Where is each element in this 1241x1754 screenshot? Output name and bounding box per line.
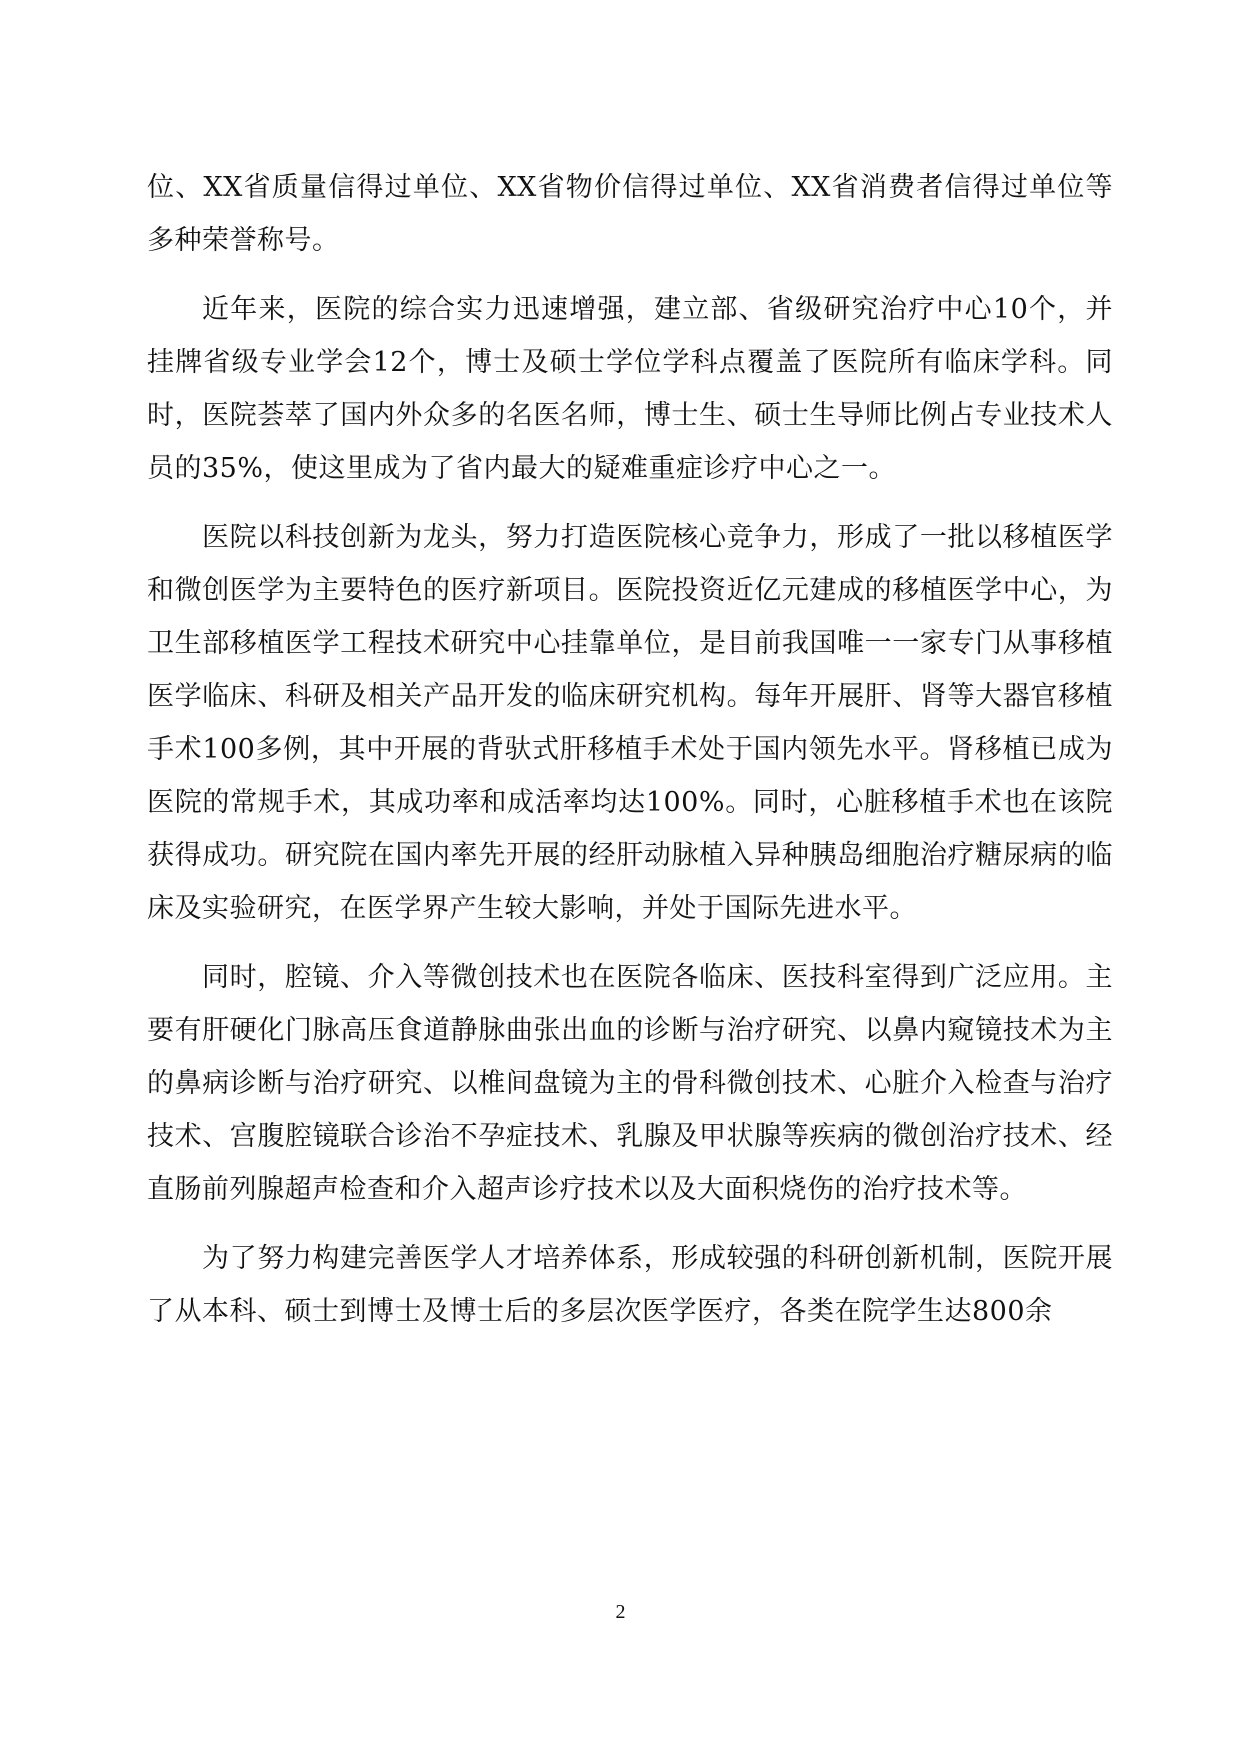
paragraph-minimally-invasive: 同时，腔镜、介入等微创技术也在医院各临床、医技科室得到广泛应用。主要有肝硬化门脉高压食道静脉曲张出血的诊断与治疗研究、以鼻内窥镜技术为主的鼻病诊断与治疗研究、以椎间盘镜为主的骨科微创技术、心脏介入检查与治疗技术、宫腹腔镜联合诊治不孕症技术、乳腺及甲状腺等疾病的微创治疗技术、经直肠前列腺超声检查和介入超声诊疗技术以及大面积烧伤的治疗技术等。 <box>147 962 1113 1205</box>
paragraph-talent-training: 为了努力构建完善医学人才培养体系，形成较强的科研创新机制，医院开展了从本科、硕士到博士及博士后的多层次医学医疗，各类在院学生达800余 <box>147 1243 1113 1327</box>
paragraph-transplant-medicine: 医院以科技创新为龙头，努力打造医院核心竞争力，形成了一批以移植医学和微创医学为主要特色的医疗新项目。医院投资近亿元建成的移植医学中心，为卫生部移植医学工程技术研究中心挂靠单位，是目前我国唯一一家专门从事移植医学临床、科研及相关产品开发的临床研究机构。每年开展肝、肾等大器官移植手术100多例，其中开展的背驮式肝移植手术处于国内领先水平。肾移植已成为医院的常规手术，其成功率和成活率均达100%。同时，心脏移植手术也在该院获得成功。研究院在国内率先开展的经肝动脉植入异种胰岛细胞治疗糖尿病的临床及实验研究，在医学界产生较大影响，并处于国际先进水平。 <box>147 522 1113 924</box>
page-number: 2 <box>615 1601 626 1623</box>
document-body <box>147 161 1113 1338</box>
paragraph-continuation: 位、XX省质量信得过单位、XX省物价信得过单位、XX省消费者信得过单位等多种荣誉称号。 <box>147 172 1113 256</box>
paragraph-hospital-strength: 近年来，医院的综合实力迅速增强，建立部、省级研究治疗中心10个，并挂牌省级专业学会12个，博士及硕士学位学科点覆盖了医院所有临床学科。同时，医院荟萃了国内外众多的名医名师，博士生、硕士生导师比例占专业技术人员的35%，使这里成为了省内最大的疑难重症诊疗中心之一。 <box>147 294 1113 484</box>
